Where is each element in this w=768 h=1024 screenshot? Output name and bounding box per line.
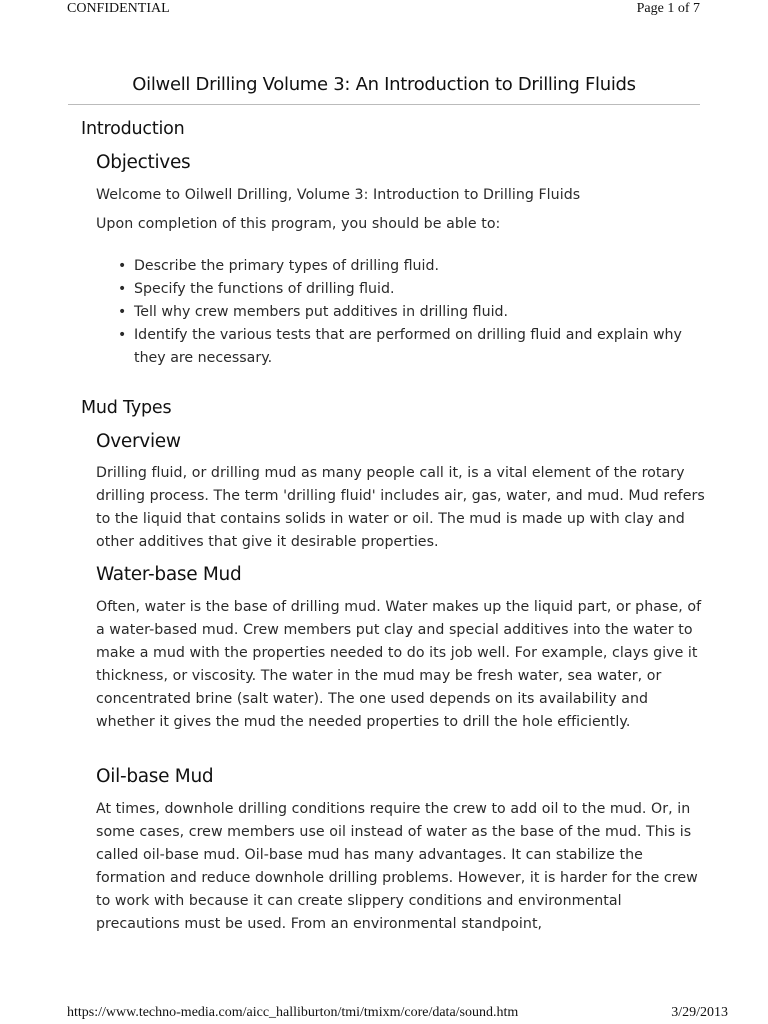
list-item	[96, 301, 708, 324]
objectives-list	[96, 255, 708, 370]
list-item-text: Describe the primary types of drilling fluid.	[134, 258, 439, 274]
list-item-text: Identify the various tests that are performed on drilling fluid and explain why they are necessary.	[134, 327, 682, 366]
subheading-overview: Overview	[96, 431, 181, 452]
section-heading-mud-types: Mud Types	[81, 398, 172, 418]
document-title	[0, 74, 768, 95]
subheading-objectives: Objectives	[96, 152, 191, 173]
list-item-text: Specify the functions of drilling fluid.	[134, 281, 395, 297]
list-item	[96, 324, 708, 370]
list-item	[96, 278, 708, 301]
subheading-oil-base-mud: Oil-base Mud	[96, 766, 214, 787]
bullet-icon: •	[118, 281, 127, 297]
source-url: https://www.techno-media.com/aicc_halliburton/tmi/tmixm/core/data/sound.htm	[67, 1005, 519, 1020]
bullet-icon: •	[118, 304, 127, 320]
print-date: 3/29/2013	[671, 1005, 728, 1020]
water-base-mud-text: Often, water is the base of drilling mud. Water makes up the liquid part, or phase, of a water-based mud. Crew members put clay and special additives into the water to make a mud with the properties needed to do its job well. For example, clays give it thickness, or viscosity. The water in the mud may be fresh water, sea water, or concentrated brine (salt water). The one used depends on its availability and whether it gives the mud the needed properties to drill the hole efficiently.	[96, 599, 702, 730]
title-divider	[68, 104, 700, 105]
print-header	[0, 1, 768, 19]
title-course-name: Oilwell Drilling Volume 3	[132, 74, 345, 95]
overview-text: Drilling fluid, or drilling mud as many people call it, is a vital element of the rotary drilling process. The term 'drilling fluid' includes air, gas, water, and mud. Mud refers to the liquid that contains solids in water or oil. The mud is made up with clay and other additives that give it desirable properties.	[96, 465, 705, 550]
oil-base-mud-text: At times, downhole drilling conditions require the crew to add oil to the mud. Or, in some cases, crew members use oil instead of water as the base of the mud. This is called oil-base mud. Oil-base mud has many advantages. It can stabilize the formation and reduce downhole drilling problems. However, it is harder for the crew to work with because it can create slippery conditions and environmental precautions must be used. From an environmental standpoint,	[96, 801, 698, 932]
subheading-water-base-mud: Water-base Mud	[96, 564, 242, 585]
section-heading-introduction: Introduction	[81, 119, 185, 139]
title-subtitle: : An Introduction to Drilling Fluids	[344, 74, 636, 95]
confidential-label: CONFIDENTIAL	[67, 1, 170, 16]
objectives-intro-text: Upon completion of this program, you should be able to:	[96, 216, 501, 232]
bullet-icon: •	[118, 327, 127, 343]
page-number: Page 1 of 7	[636, 1, 700, 16]
bullet-icon: •	[118, 258, 127, 274]
list-item	[96, 255, 708, 278]
print-footer	[0, 1005, 768, 1023]
objectives-welcome-text: Welcome to Oilwell Drilling, Volume 3: Introduction to Drilling Fluids	[96, 187, 581, 203]
list-item-text: Tell why crew members put additives in drilling fluid.	[134, 304, 509, 320]
